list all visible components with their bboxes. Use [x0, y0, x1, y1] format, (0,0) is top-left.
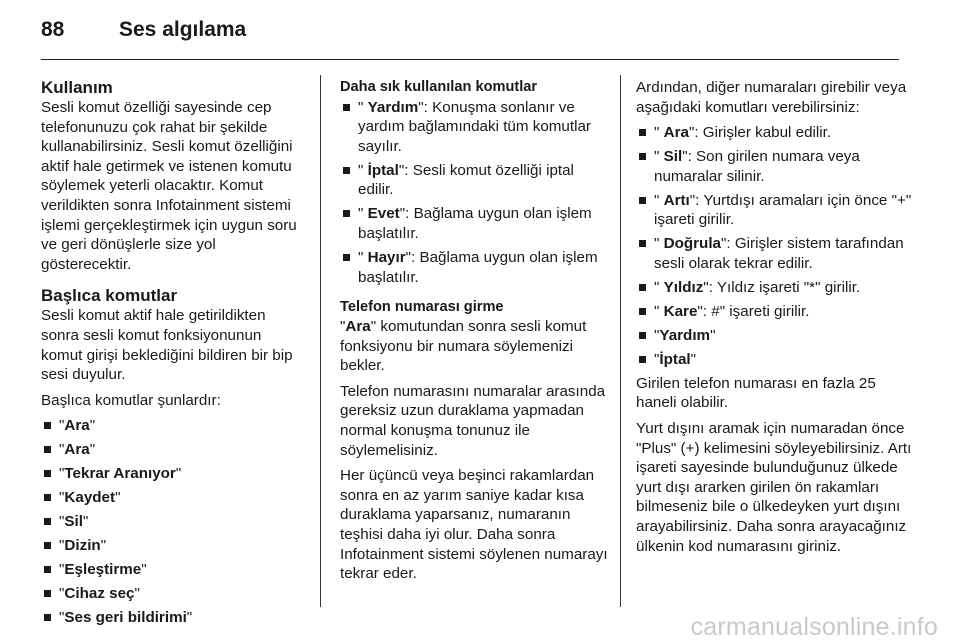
section-heading-main-commands: Başlıca komutlar — [41, 286, 178, 306]
paragraph-after-entry: Ardından, diğer numaraları girebilir veya aşağıdaki komutları verebilirsiniz: — [636, 79, 907, 116]
paragraph-usage: Sesli komut özelliği sayesinde cep telefonunuzu çok rahat bir şekilde kullanabilirsiniz. Sesli komut özelliğini aktif hale getirmek ve istenen komutu söylemek yeterli olacaktır. Komut verildikten sonra Infotainment sistemi işlemi gerçekleştirmek için uygun soru ve geri dönüşlerle size yol gösterecektir. — [41, 99, 297, 273]
section-heading-usage: Kullanım — [41, 78, 113, 97]
list-item: "İptal" — [636, 350, 916, 370]
entry-command-list — [636, 123, 916, 369]
paragraph-max-digits: Girilen telefon numarası en fazla 25 haneli olabilir. — [636, 374, 876, 412]
list-item: " Kare": #" işareti girilir. — [636, 302, 916, 322]
command-list — [41, 416, 306, 627]
paragraph-digit-groups: Her üçüncü veya beşinci rakamlardan sonra en az yarım saniye kadar kısa duraklama yaparsanız, numaranın teşhisi daha iyi olur. Daha sonra Infotainment sistemi söylenen numarayı tekrar eder. — [340, 467, 608, 583]
paragraph-list-intro: Başlıca komutlar şunlardır: — [41, 391, 221, 409]
list-item: " Artı": Yurtdışı aramaları için önce "+" işareti girilir. — [636, 191, 916, 230]
list-item: " Sil": Son girilen numara veya numaralar silinir. — [636, 147, 916, 186]
list-item: "Ara" — [41, 440, 306, 460]
list-item: "Cihaz seç" — [41, 584, 306, 604]
frequent-command-list — [340, 98, 608, 288]
paragraph-pauses: Telefon numarasını numaralar arasında gereksiz uzun duraklama yapmadan normal konuşma tonunuz ile söylemelisiniz. — [340, 382, 606, 459]
page-number: 88 — [41, 18, 65, 41]
paragraph-international: Yurt dışını aramak için numaradan önce "Plus" (+) kelimesini söyleyebilirsiniz. Artı işareti sayesinde bulunduğunuz ülkede yurt dışı ararken girilen ön rakamları bilmeseniz bile o ülkedeyken yurt dışını arayabilirsiniz. Daha sonra arayacağınız ülkenin kod numarasını giriniz. — [636, 420, 912, 555]
list-item: " İptal": Sesli komut özelliği iptal edilir. — [340, 161, 608, 200]
column-divider — [320, 75, 321, 607]
list-item: "Ara" — [41, 416, 306, 436]
list-item: " Doğrula": Girişler sistem tarafından sesli olarak tekrar edilir. — [636, 234, 916, 273]
list-item: "Kaydet" — [41, 488, 306, 508]
watermark-text: carmanualsonline.info — [690, 613, 938, 641]
paragraph-phone-entry: "Ara" komutundan sonra sesli komut fonksiyonu bir numara söylemenizi bekler. — [340, 318, 587, 375]
list-item: "Ses geri bildirimi" — [41, 608, 306, 628]
list-item: " Hayır": Bağlama uygun olan işlem başlatılır. — [340, 248, 608, 287]
section-heading-frequent-commands: Daha sık kullanılan komutlar — [340, 79, 538, 95]
section-heading-phone-entry: Telefon numarası girme — [340, 298, 504, 315]
list-item: " Yıldız": Yıldız işareti "*" girilir. — [636, 278, 916, 298]
list-item: " Yardım": Konuşma sonlanır ve yardım bağlamındaki tüm komutlar sayılır. — [340, 98, 608, 157]
column-3 — [636, 78, 916, 562]
list-item: "Yardım" — [636, 326, 916, 346]
list-item: " Evet": Bağlama uygun olan işlem başlatılır. — [340, 204, 608, 243]
column-2 — [340, 78, 608, 590]
page-title: Ses algılama — [119, 18, 247, 41]
column-1 — [41, 78, 306, 632]
column-divider — [620, 75, 621, 607]
list-item: "Sil" — [41, 512, 306, 532]
header-rule — [41, 59, 899, 60]
list-item: "Dizin" — [41, 536, 306, 556]
page-header — [41, 18, 246, 48]
list-item: "Eşleştirme" — [41, 560, 306, 580]
list-item: " Ara": Girişler kabul edilir. — [636, 123, 916, 143]
paragraph-main-commands: Sesli komut aktif hale getirildikten sonra sesli komut fonksiyonunun komut girişi beklediğini bildiren bir bip sesi duyulur. — [41, 307, 293, 384]
list-item: "Tekrar Aranıyor" — [41, 464, 306, 484]
